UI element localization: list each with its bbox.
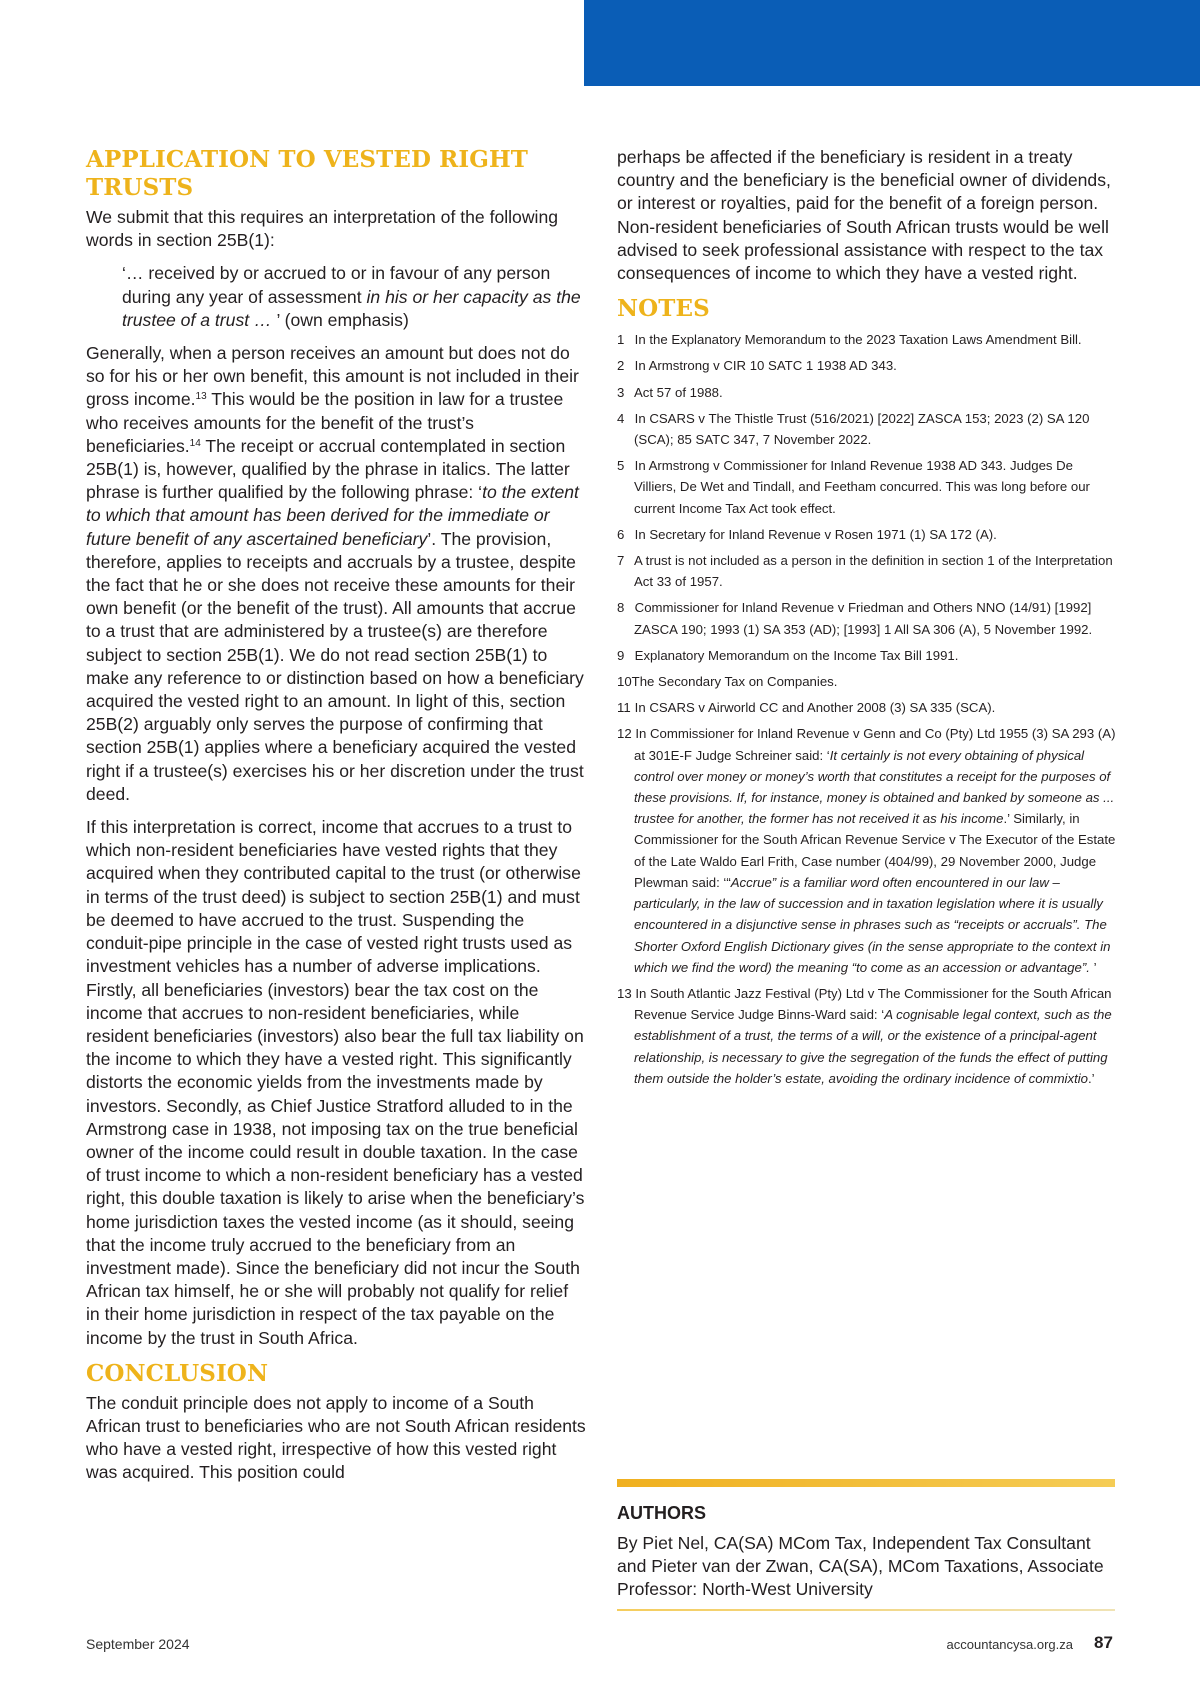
note-item: 4 In CSARS v The Thistle Trust (516/2021) [2022] ZASCA 153; 2023 (2) SA 120 (SCA); 85 SATC 347, 7 November 2022. bbox=[617, 410, 1090, 448]
note-text: Commissioner for Inland Revenue v Friedman and Others NNO (14/91) [1992] ZASCA 190; 1993 (1) SA 353 (AD); [1993] 1 All SA 306 (A), 5 November 1992. bbox=[634, 600, 1093, 637]
note-text: ’ bbox=[1089, 959, 1097, 975]
paragraph: If this interpretation is correct, income that accrues to a trust to which non-resident beneficiaries have vested rights that they acquired when they contributed capital to the trust (or otherwise in terms of the trust deed) is subject to section 25B(1) and must be deemed to have accrued to the trust. Suspending the conduit-pipe principle in the case of vested right trusts used as investment vehicles has a number of adverse implications. Firstly, all beneficiaries (investors) bear the tax cost on the income that accrues to non-resident beneficiaries, while resident beneficiaries (investors) also bear the full tax liability on the income to which they have a vested right. This significantly distorts the economic yields from the investments made by investors. Secondly, as Chief Justice Stratford alluded to in the Armstrong case in 1938, not imposing tax on the true beneficial owner of the income could result in double taxation. In the case of trust income to which a non-resident beneficiary has a vested right, this double taxation is likely to arise when the beneficiary’s home jurisdiction taxes the vested income (as it should, seeing that the income truly accrued to the beneficiary from an investment made). Since the beneficiary did not incur the South African tax himself, he or she will probably not qualify for relief in their home jurisdiction in respect of the tax payable on the income by the trust in South Africa. bbox=[86, 817, 585, 1348]
note-item: 7 A trust is not included as a person in the definition in section 1 of the Interpretation Act 33 of 1957. bbox=[617, 553, 1113, 590]
paragraph-text: ’. The provision, therefore, applies to receipts and accruals by a trustee, despite the fact that he or she does not receive these amounts for their own benefit (or the benefit of the trust). All amounts that accrue to a trust that are administered by a trustee(s) are therefore subject to section 25B(1). We do not read section 25B(1) to make any reference to or distinction based on how a beneficiary acquired the vested right to an amount. In light of this, section 25B(2) arguably only serves the purpose of confirming that section 25B(1) applies where a beneficiary acquired the vested right if a trustee(s) exercises his or her discretion under the trust deed. bbox=[86, 528, 584, 804]
paragraph-emphasis: to the extent to which that amount has been derived for the immediate or future benefit of any ascertained beneficiary bbox=[86, 482, 579, 549]
authors-divider-line bbox=[617, 1609, 1115, 1611]
right-column bbox=[617, 146, 1117, 1094]
note-text: In the Explanatory Memorandum to the 2023 Taxation Laws Amendment Bill. bbox=[634, 332, 1082, 348]
note-item: 5 In Armstrong v Commissioner for Inland Revenue 1938 AD 343. Judges De Villiers, De Wet and Tindall, and Feetham concurred. This was long before our current Income Tax Act took effect. bbox=[617, 458, 1090, 516]
note-emphasis: It certainly is not every obtaining of physical control over money or money’s worth that constitutes a receipt for the purposes of these provisions. If, for instance, money is obtained and banked by someone as ... trustee for another, the former has not received it as his income bbox=[634, 747, 1115, 827]
paragraph: We submit that this requires an interpretation of the following words in section 25B(1): bbox=[86, 207, 559, 251]
quote-emphasis: in his or her capacity as the trustee of a trust … bbox=[122, 286, 581, 330]
note-text: In CSARS v Airworld CC and Another 2008 (3) SA 335 (SCA). bbox=[634, 700, 996, 716]
quote-text-end: ’ (own emphasis) bbox=[271, 309, 409, 330]
note-item: 3 Act 57 of 1988. bbox=[617, 384, 723, 400]
paragraph bbox=[86, 342, 586, 806]
note-text: In Armstrong v Commissioner for Inland Revenue 1938 AD 343. Judges De Villiers, De Wet and Tindall, and Feetham concurred. This was long before our current Income Tax Act took effect. bbox=[634, 458, 1090, 516]
note-item: 11 In CSARS v Airworld CC and Another 2008 (3) SA 335 (SCA). bbox=[617, 700, 996, 716]
footer-date: September 2024 bbox=[86, 1636, 190, 1652]
left-column bbox=[86, 146, 586, 1495]
note-item: 1 In the Explanatory Memorandum to the 2023 Taxation Laws Amendment Bill. bbox=[617, 332, 1082, 348]
note-text: Explanatory Memorandum on the Income Tax Bill 1991. bbox=[634, 647, 959, 663]
note-emphasis: A cognisable legal context, such as the establishment of a trust, the terms of a will, or the existence of a principal-agent relationship, is necessary to give the segregation of the funds the effect of putting them outside the holder’s estate, avoiding the ordinary incidence of commixtio bbox=[634, 1007, 1112, 1086]
paragraph-text: This would be the position in law for a trustee who receives amounts for the benefit of the trust’s beneficiaries. bbox=[86, 389, 564, 456]
footnote-ref: 13 bbox=[195, 391, 207, 403]
block-quote bbox=[122, 262, 586, 332]
note-item: 2 In Armstrong v CIR 10 SATC 1 1938 AD 343. bbox=[617, 358, 897, 374]
note-text: In Commissioner for Inland Revenue v Genn and Co (Pty) Ltd 1955 (3) SA 293 (A) at 301E-F Judge Schreiner said: ‘ bbox=[634, 726, 1116, 763]
paragraph: The conduit principle does not apply to income of a South African trust to beneficiaries who are not South African residents who have a vested right, irrespective of how this vested right was acquired. This position could bbox=[86, 1392, 586, 1483]
authors-heading: AUTHORS bbox=[617, 1503, 706, 1523]
note-item: 6 In Secretary for Inland Revenue v Rosen 1971 (1) SA 172 (A). bbox=[617, 526, 997, 542]
notes-list bbox=[617, 329, 1117, 1089]
note-text: In Secretary for Inland Revenue v Rosen 1971 (1) SA 172 (A). bbox=[634, 526, 997, 542]
note-text: .’ bbox=[1088, 1070, 1095, 1086]
note-text: .’ Similarly, in Commissioner for the South African Revenue Service v The Executor of the Estate of the Late Waldo Earl Frith, Case number (404/99), 29 November 2000, Judge Plewman said: ‘“ bbox=[634, 811, 1116, 890]
footnote-ref: 14 bbox=[189, 437, 201, 449]
section-heading-application: APPLICATION TO VESTED RIGHT TRUSTS bbox=[86, 146, 529, 201]
note-text: The Secondary Tax on Companies. bbox=[631, 674, 838, 690]
note-item: 8 Commissioner for Inland Revenue v Friedman and Others NNO (14/91) [1992] ZASCA 190; 1993 (1) SA 353 (AD); [1993] 1 All SA 306 (A), 5 November 1992. bbox=[617, 600, 1093, 637]
paragraph-text: The receipt or accrual contemplated in section 25B(1) is, however, qualified by the phrase in italics. The latter phrase is further qualified by the following phrase: ‘ bbox=[86, 435, 570, 503]
note-item: 9 Explanatory Memorandum on the Income Tax Bill 1991. bbox=[617, 647, 959, 663]
footer-site-link[interactable]: accountancysa.org.za bbox=[946, 1637, 1073, 1652]
page-number: 87 bbox=[1094, 1633, 1113, 1652]
authors-text: By Piet Nel, CA(SA) MCom Tax, Independent Tax Consultant and Pieter van der Zwan, CA(SA), MCom Taxations, Associate Professor: North-West University bbox=[617, 1533, 1104, 1599]
paragraph-text: Generally, when a person receives an amount but does not do so for his or her own benefit, this amount is not included in their gross income. bbox=[86, 343, 579, 410]
note-emphasis: Accrue” is a familiar word often encountered in our law – particularly, in the law of succession and in taxation legislation where it is usually encountered in a disjunctive sense in phrases such as “receipts or accruals”. The Shorter Oxford English Dictionary gives (in the sense appropriate to the context in which we find the word) the meaning “to come as an accession or advantage”. bbox=[634, 874, 1111, 975]
note-text: A trust is not included as a person in the definition in section 1 of the Interpretation Act 33 of 1957. bbox=[633, 553, 1113, 590]
section-heading-notes: NOTES bbox=[617, 295, 710, 323]
note-item: 10The Secondary Tax on Companies. bbox=[617, 674, 838, 690]
note-item: 13 In South Atlantic Jazz Festival (Pty) Ltd v The Commissioner for the South African Revenue Service Judge Binns-Ward said: ‘A cognisable legal context, such as the establishment of a trust, the terms of a will, or the existence of a principal-agent relationship, is necessary to give the segregation of the funds the effect of putting them outside the holder’s estate, avoiding the ordinary incidence of commixtio.’ bbox=[617, 985, 1112, 1086]
section-heading-conclusion: CONCLUSION bbox=[86, 1359, 269, 1387]
note-item: 12 In Commissioner for Inland Revenue v Genn and Co (Pty) Ltd 1955 (3) SA 293 (A) at 301E-F Judge Schreiner said: ‘It certainly is not every obtaining of physical control over money or money’s worth that constitutes a receipt for the purposes of these provisions. If, for instance, money is obtained and banked by someone as ... trustee for another, the former has not received it as his income.’ Similarly, in Commissioner for the South African Revenue Service v The Executor of the Estate of the Late Waldo Earl Frith, Case number (404/99), 29 November 2000, Judge Plewman said: ‘“Accrue” is a familiar word often encountered in our law – particularly, in the law of succession and in taxation legislation where it is usually encountered in a disjunctive sense in phrases such as “receipts or accruals”. The Shorter Oxford English Dictionary gives (in the sense appropriate to the context in which we find the word) the meaning “to come as an accession or advantage”. ’ bbox=[617, 726, 1116, 975]
header-blue-block bbox=[584, 0, 1200, 86]
note-text: In CSARS v The Thistle Trust (516/2021) [2022] ZASCA 153; 2023 (2) SA 120 (SCA); 85 SATC 347, 7 November 2022. bbox=[634, 410, 1090, 448]
quote-text: ‘… received by or accrued to or in favour of any person during any year of assessment bbox=[122, 263, 551, 307]
note-text: In South Atlantic Jazz Festival (Pty) Ltd v The Commissioner for the South African Revenue Service Judge Binns-Ward said: ‘ bbox=[634, 985, 1112, 1023]
note-text: Act 57 of 1988. bbox=[633, 384, 723, 400]
note-text: In Armstrong v CIR 10 SATC 1 1938 AD 343. bbox=[634, 358, 897, 374]
paragraph: perhaps be affected if the beneficiary is resident in a treaty country and the beneficiary is the beneficial owner of dividends, or interest or royalties, paid for the benefit of a foreign person. Non-resident beneficiaries of South African trusts would be well advised to seek professional assistance with respect to the tax consequences of income to which they have a vested right. bbox=[617, 147, 1111, 284]
authors-divider-bar bbox=[617, 1479, 1115, 1487]
